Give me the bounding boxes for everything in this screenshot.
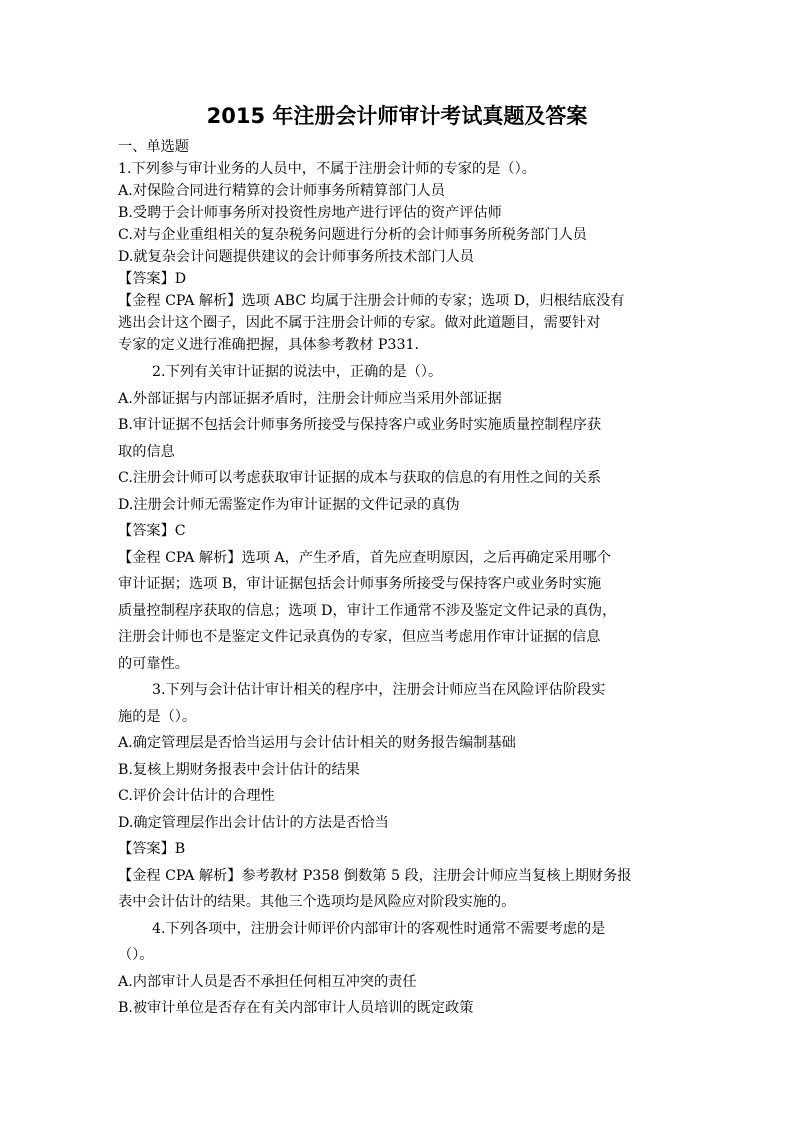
explanation-line: 【金程 CPA 解析】选项 ABC 均属于注册会计师的专家；选项 D，归根结底没有 <box>118 293 625 309</box>
explanation-line: 逃出会计这个圈子，因此不属于注册会计师的专家。做对此道题目，需要针对 <box>118 315 601 331</box>
document-body <box>118 136 678 1022</box>
explanation-line: 【金程 CPA 解析】参考教材 P358 倒数第 5 段，注册会计师应当复核上期财务报 <box>118 867 632 884</box>
option-d: D.就复杂会计问题提供建议的会计师事务所技术部门人员 <box>118 249 474 265</box>
option-a: A.内部审计人员是否不承担任何相互冲突的责任 <box>118 973 417 990</box>
explanation-line: 【金程 CPA 解析】选项 A，产生矛盾，首先应查明原因，之后再确定采用哪个 <box>118 549 611 566</box>
answer-line: 【答案】D <box>118 271 187 287</box>
question-4-cont: （）。 <box>118 947 154 963</box>
option-d: D.确定管理层作出会计估计的方法是否恰当 <box>118 814 389 831</box>
option-b: B.复核上期财务报表中会计估计的结果 <box>118 761 360 778</box>
question-2: 2.下列有关审计证据的说法中，正确的是（）。 <box>152 364 443 380</box>
explanation-line: 专家的定义进行准确把握，具体参考教材 P331. <box>118 337 420 353</box>
section-heading: 一、单选题 <box>118 139 189 155</box>
document-title: 2015 年注册会计师审计考试真题及答案 <box>206 104 588 128</box>
option-b: B.被审计单位是否存在有关内部审计人员培训的既定政策 <box>118 1000 474 1016</box>
option-c: C.对与企业重组相关的复杂税务问题进行分析的会计师事务所税务部门人员 <box>118 227 587 243</box>
explanation-line: 质量控制程序获取的信息；选项 D，审计工作通常不涉及鉴定文件记录的真伪， <box>118 602 617 619</box>
option-b: B.受聘于会计师事务所对投资性房地产进行评估的资产评估师 <box>118 205 502 221</box>
explanation-line: 表中会计估计的结果。其他三个选项均是风险应对阶段实施的。 <box>118 894 516 910</box>
explanation-line: 注册会计师也不是鉴定文件记录真伪的专家，但应当考虑用作审计证据的信息 <box>118 629 601 645</box>
option-b: B.审计证据不包括会计师事务所接受与保持客户或业务时实施质量控制程序获 <box>118 417 602 433</box>
question-3: 3.下列与会计估计审计相关的程序中，注册会计师应当在风险评估阶段实 <box>152 682 606 698</box>
explanation-line: 的可靠性。 <box>118 655 189 672</box>
question-1: 1.下列参与审计业务的人员中，不属于注册会计师的专家的是（）。 <box>118 161 536 177</box>
option-d: D.注册会计师无需鉴定作为审计证据的文件记录的真伪 <box>118 496 460 513</box>
explanation-line: 审计证据；选项 B，审计证据包括会计师事务所接受与保持客户或业务时实施 <box>118 576 602 592</box>
option-c: C.注册会计师可以考虑获取审计证据的成本与获取的信息的有用性之间的关系 <box>118 470 602 486</box>
option-a: A.确定管理层是否恰当运用与会计估计相关的财务报告编制基础 <box>118 735 516 751</box>
option-a: A.对保险合同进行精算的会计师事务所精算部门人员 <box>118 183 445 199</box>
question-4: 4.下列各项中，注册会计师评价内部审计的客观性时通常不需要考虑的是 <box>152 920 606 937</box>
option-a: A.外部证据与内部证据矛盾时，注册会计师应当采用外部证据 <box>118 390 502 407</box>
option-c: C.评价会计估计的合理性 <box>118 788 275 804</box>
option-b-cont: 取的信息 <box>118 443 175 460</box>
question-3-cont: 施的是（）。 <box>118 708 197 725</box>
answer-line: 【答案】C <box>118 523 186 539</box>
answer-line: 【答案】B <box>118 841 186 857</box>
